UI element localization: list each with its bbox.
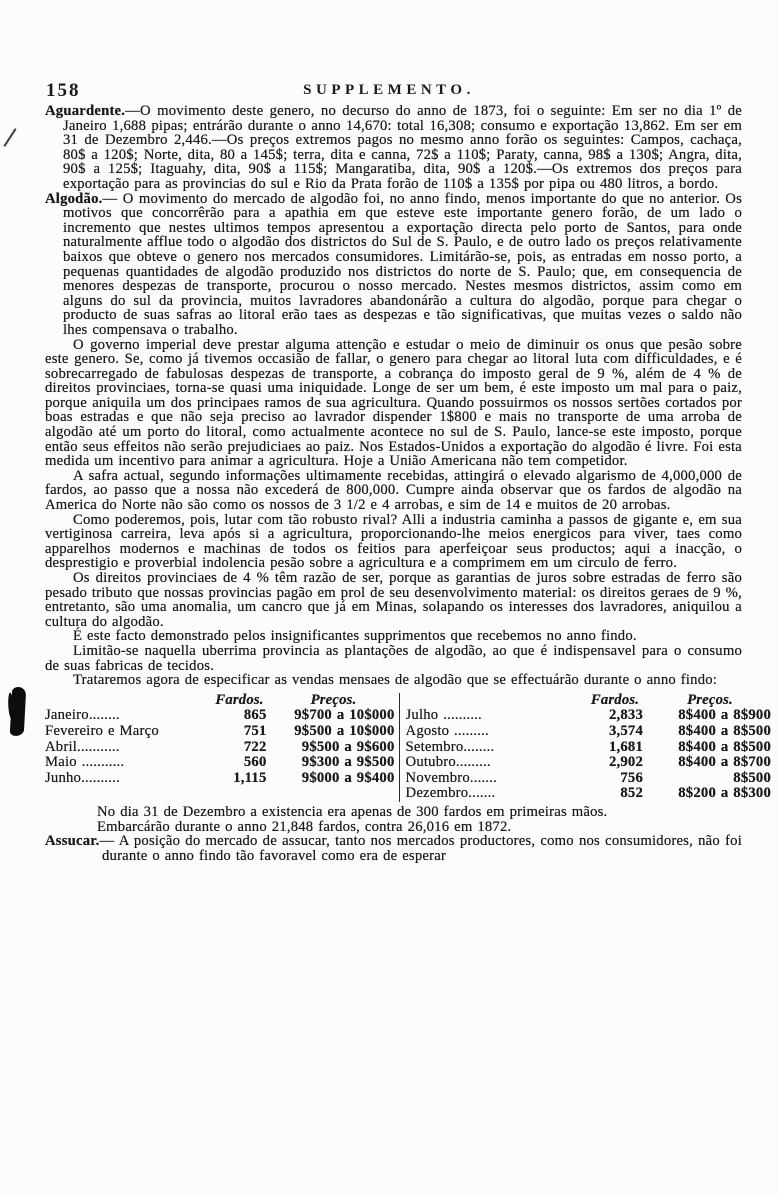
month-cell: Novembro.......	[405, 770, 498, 786]
entry-term-algodao: Algodão.	[45, 190, 103, 207]
column-header-precos: Preços.	[310, 691, 357, 708]
month-cell: Maio ...........	[45, 755, 125, 771]
sales-table-left-half	[45, 693, 399, 802]
entry-term-assucar: Assucar.	[45, 833, 100, 850]
fardos-cell: 560	[243, 754, 267, 771]
month-cell: Janeiro........	[45, 708, 120, 724]
precos-cell: 8$400 a 8$500	[678, 722, 771, 739]
entry-assucar	[45, 834, 742, 863]
sales-table-right-half	[399, 693, 771, 802]
page-number: 158	[46, 80, 81, 101]
entry-text: — O movimento do mercado de algodão foi, no anno findo, menos importante do que no anterior. Os motivos que concorrêrão para a apathia em que esteve este importante genero forão, de um lado o incremento que nestes ultimos tempos apresentou a exportação directa pelo porto de Santos, para onde naturalmente afflue todo o algodão dos districtos do Sul de S. Paulo, e de outro lado os preços relativamente baixos que obteve o genero nos mercados consumidores. Limitárão-se, pois, as entradas em nosso porto, a pequenas quantidades de algodão produzido nos districtos do norte de S. Paulo; que, em consequencia de menores despezas de transporte, procurou o nosso mercado. Nestes mesmos districtos, assim como em alguns do sul da provincia, muitos lavradores abandonárão a cultura do algodão, porque para chegar o producto de suas safras ao litoral erão taes as despezas e tão significativas, que muitas vezes o saldo não lhes compensava o trabalho.	[63, 190, 742, 338]
precos-cell: 9$700 a 10$000	[294, 707, 395, 724]
precos-cell: 9$000 a 9$400	[301, 769, 395, 786]
fardos-cell: 852	[620, 785, 643, 802]
fardos-cell: 756	[620, 769, 643, 786]
ink-blob-artifact	[10, 687, 27, 737]
column-header-fardos: Fardos.	[590, 691, 640, 708]
fardos-cell: 2,833	[608, 707, 643, 724]
paragraph-governo-imperial: O governo imperial deve prestar alguma attenção e estudar o meio de diminuir os onus que pesão sobre este genero. Se, como já tivemos occasião de fallar, o genero para chegar ao litoral luta com difficuldades, e é sobrecarregado de fabulosas despezas de transporte, a cobrança do imposto geral de 9 %, além de 4 % de direitos provinciaes, torna-se quasi uma iniquidade. Longe de ser um bem, é este imposto um mal para o paiz, porque aniquila um dos principaes ramos de sua agricultura. Quando possuirmos os nossos sertões cortados por boas estradas e que não seja preciso ao lavrador dispender 1$800 e mais no transporte de uma arroba de algodão até um porto do litoral, como actualmente acontece no sul de S. Paulo, lance-se este imposto, porque então seus effeitos não serão prejudiciaes ao paiz. Nos Estados-Unidos a exportação do algodão é livre. Foi esta medida um incentivo para animar a agricultura. Hoje a União Americana não tem competidor.	[45, 336, 742, 470]
month-cell: Abril...........	[45, 739, 120, 755]
text-column	[45, 103, 771, 864]
precos-cell: 8$400 a 8$700	[678, 754, 771, 771]
paragraph-trataremos-agora: Trataremos agora de especificar as vendas mensaes de algodão que se effectuárão durante o anno findo:	[73, 672, 718, 689]
paragraph-embarcarao: Embarcárão durante o anno 21,848 fardos, contra 26,016 em 1872.	[97, 818, 512, 835]
fardos-cell: 865	[243, 707, 267, 724]
paragraph-limitao-se: Limitão-se naquella uberrima provincia as plantações de algodão, ao que é indispensavel para o consumo de suas fabricas de tecidos.	[45, 642, 742, 674]
precos-cell: 8$400 a 8$900	[678, 707, 771, 724]
entry-algodao	[45, 192, 742, 338]
precos-cell: 8$500	[733, 769, 771, 786]
month-cell: Setembro........	[405, 739, 495, 755]
precos-cell: 9$500 a 9$600	[301, 738, 395, 755]
column-header-fardos: Fardos.	[215, 691, 264, 708]
fardos-cell: 1,115	[233, 769, 267, 786]
paragraph-facto-demonstrado: É este facto demonstrado pelos insignificantes supprimentos que recebemos no anno findo.	[73, 628, 637, 645]
paragraph-safra-actual: A safra actual, segundo informações ultimamente recebidas, attingirá o elevado algarismo de 4,000,000 de fardos, ao passo que a nossa não excederá de 800,000. Cumpre ainda observar que os fardos de algodão na America do Norte não são como os nossos de 3 1/2 e 4 arrobas, e sim de 14 e muitos de 20 arrobas.	[45, 467, 742, 514]
paragraph-robusto-rival: Como poderemos, pois, lutar com tão robusto rival? Alli a industria caminha a passos de gigante e, em sua vertiginosa carreira, leva após si a agricultura, proporcionando-lhe meios energicos para viver, taes como apparelhos modernos e machinas de todos os feitios para aperfeiçoar seus productos; aqui a inacção, o desprestigio e proverbial indolencia pesão sobre a agricultura e a comprimem em um circulo de ferro.	[45, 511, 742, 572]
month-cell: Junho..........	[45, 770, 120, 786]
entry-term-aguardente: Aguardente.	[45, 103, 126, 119]
month-cell: Fevereiro e Março	[45, 723, 159, 739]
precos-cell: 8$400 a 8$500	[678, 738, 771, 755]
header-spacer	[45, 693, 207, 709]
fardos-cell: 2,902	[608, 754, 643, 771]
paragraph-existencia: No dia 31 de Dezembro a existencia era apenas de 300 fardos em primeiras mãos.	[97, 803, 608, 820]
month-cell: Dezembro.......	[405, 786, 496, 802]
column-header-precos: Preços.	[687, 691, 733, 708]
month-cell: Outubro.........	[405, 755, 491, 771]
header-spacer	[406, 693, 581, 709]
entry-text: —O movimento deste genero, no decurso do anno de 1873, foi o seguinte: Em ser no dia 1º de Janeiro 1,688 pipas; entrárão durante o anno 14,670: total 16,308; consumo e exportação 13,862. Em ser em 31 de Dezembro 2,446.—Os preços extremos pagos no mesmo anno forão os seguintes: Campos, cachaça, 80$ a 120$; Norte, dita, 80 a 145$; terra, dita e canna, 72$ a 110$; Paraty, canna, 98$ a 130$; Angra, dita, 90$ a 125$; Itaguahy, dita, 90$ a 115$; Mangaratiba, dita, 90$ a 120$.—Os extremos dos preços para exportação para as provincias do sul e Rio da Prata forão de 110$ a 135$ por pipa ou 480 litros, a bordo.	[63, 103, 742, 192]
precos-cell: 9$500 a 10$000	[294, 722, 395, 739]
fardos-cell: 722	[243, 738, 267, 755]
precos-cell: 9$300 a 9$500	[301, 754, 395, 771]
running-header-title: SUPPLEMENTO.	[303, 82, 475, 98]
entry-aguardente	[45, 104, 742, 192]
fardos-cell: 3,574	[608, 722, 643, 739]
paragraph-direitos-provinciaes: Os direitos provinciaes de 4 % têm razão de ser, porque as garantias de juros sobre estradas de ferro são pesado tributo que nossas provincias pagão em prol de seu desenvolvimento material: os direitos geraes de 9 %, entretanto, são uma anomalia, um cancro que já em Minas, solapando os interesses dos lavradores, aniquilou a cultura do algodão.	[45, 570, 742, 630]
fardos-cell: 751	[243, 722, 267, 739]
fardos-cell: 1,681	[608, 738, 643, 755]
cotton-monthly-sales-table	[45, 693, 771, 802]
month-cell: Agosto .........	[405, 723, 489, 739]
precos-cell: 8$200 a 8$300	[678, 785, 771, 802]
entry-text: — A posição do mercado de assucar, tanto nos mercados productores, como nos consumidores, não foi durante o anno findo tão favoravel como era de esperar	[99, 833, 742, 864]
pen-slash-artifact	[3, 128, 16, 147]
month-cell: Julho ..........	[405, 708, 482, 724]
